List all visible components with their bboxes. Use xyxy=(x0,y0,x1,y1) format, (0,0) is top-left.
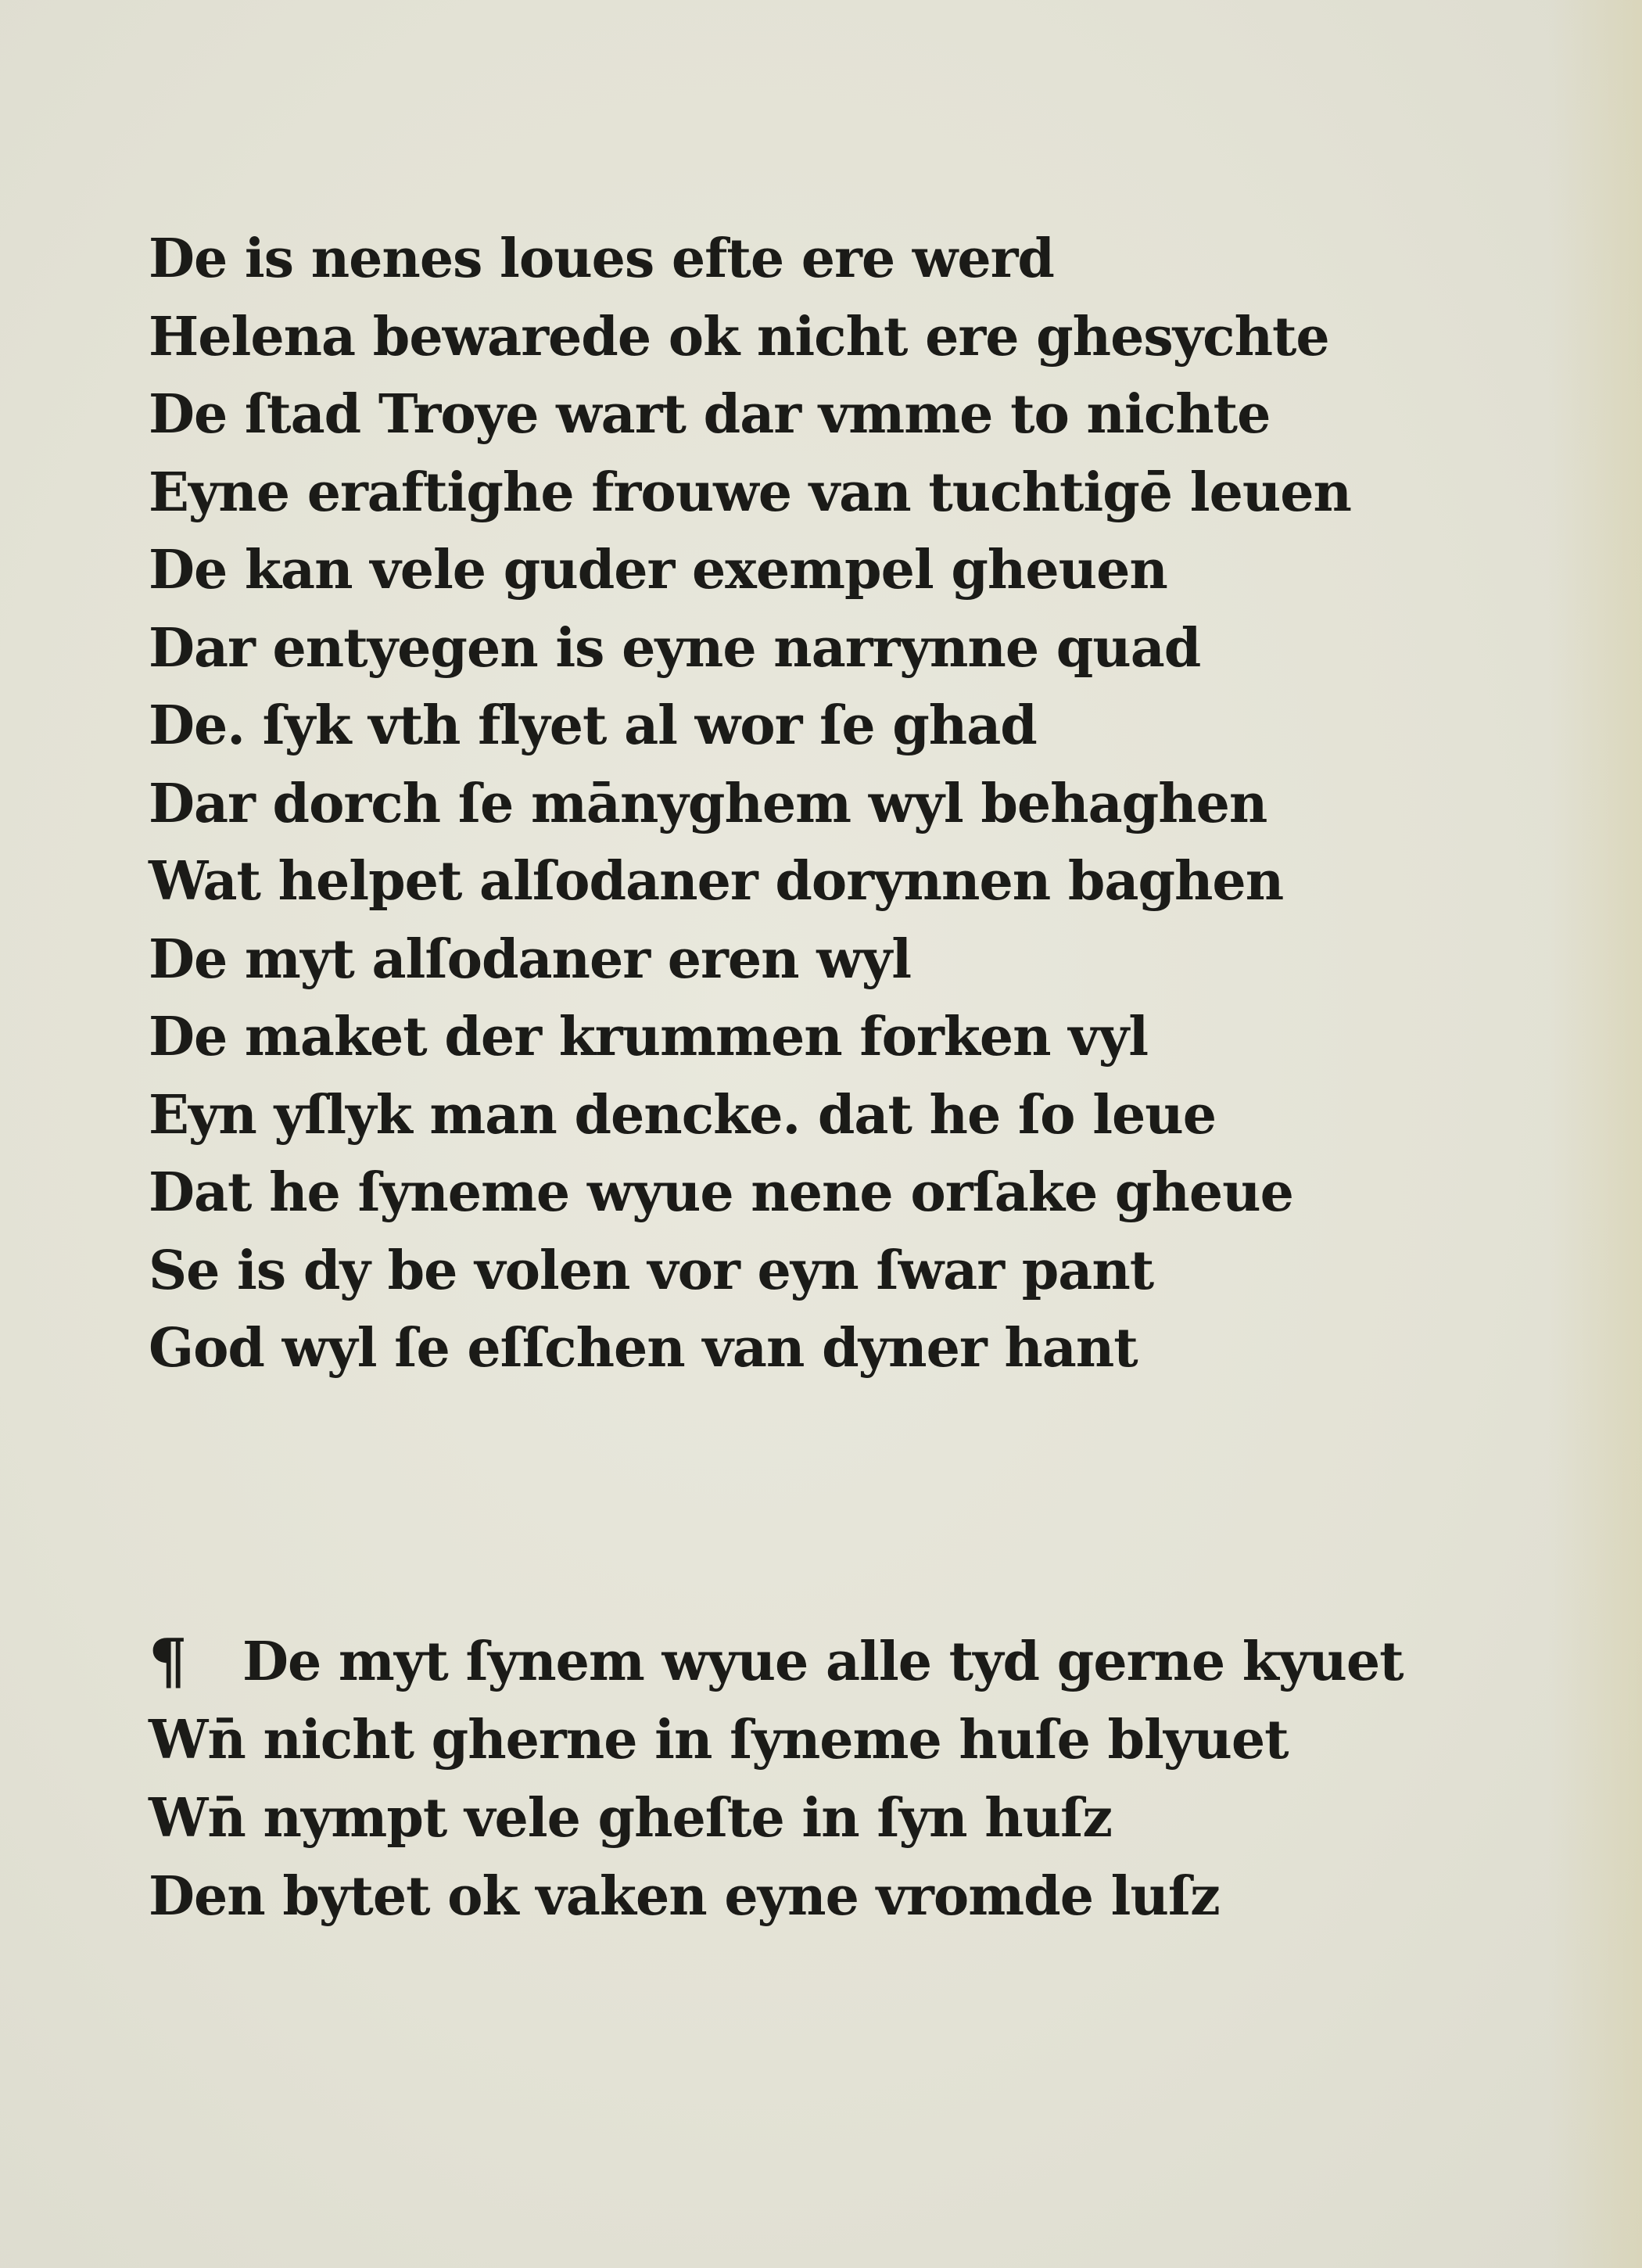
verse-line: Dar entyegen is eyne narrynne quad xyxy=(149,616,1201,680)
verse-line: Wn̄ nicht gherne in ſyneme huſe blyuet xyxy=(149,1709,1289,1771)
verse-line: De maket der krummen forken vyl xyxy=(149,1006,1149,1068)
verse-line: Wn̄ nympt vele gheſte in ſyn huſz xyxy=(149,1787,1112,1850)
verse-block-two xyxy=(149,1623,1404,1936)
verse-line: Den bytet ok vaken eyne vromde luſz xyxy=(149,1865,1220,1928)
verse-line: De is nenes loues efte ere werd xyxy=(149,228,1054,290)
verse-line: Eyn yſlyk man dencke. dat he ſo leue xyxy=(149,1083,1217,1147)
verse-line: Dat he ſyneme wyue nene orſake gheue xyxy=(149,1161,1293,1224)
verse-line: De ſtad Troye wart dar vmme to nichte xyxy=(149,383,1271,446)
verse-line: Eyne eraftighe frouwe van tuchtigē leuen xyxy=(149,461,1351,524)
verse-line: God wyl ſe eſſchen van dyner hant xyxy=(149,1317,1138,1380)
verse-line: De kan vele guder exempel gheuen xyxy=(149,539,1167,601)
page-gutter-shading xyxy=(1548,0,1642,2268)
verse-line: Helena bewarede ok nicht ere ghesychte xyxy=(149,305,1329,368)
verse-line-with-pilcrow xyxy=(149,1623,1404,1701)
verse-line: Dar dorch ſe mānyghem wyl behaghen xyxy=(149,772,1267,835)
verse-line: De. ſyk vth flyet al wor ſe ghad xyxy=(149,694,1037,757)
pilcrow-mark: ¶ xyxy=(149,1626,187,1697)
verse-line: Se is dy be volen vor eyn ſwar pant xyxy=(149,1239,1154,1302)
verse-line: De myt alſodaner eren wyl xyxy=(149,928,912,991)
verse-block-one xyxy=(149,221,1351,1388)
verse-line: Wat helpet alſodaner dorynnen baghen xyxy=(149,850,1284,913)
verse-line-text: De myt ſynem wyue alle tyd gerne kyuet xyxy=(242,1631,1404,1693)
